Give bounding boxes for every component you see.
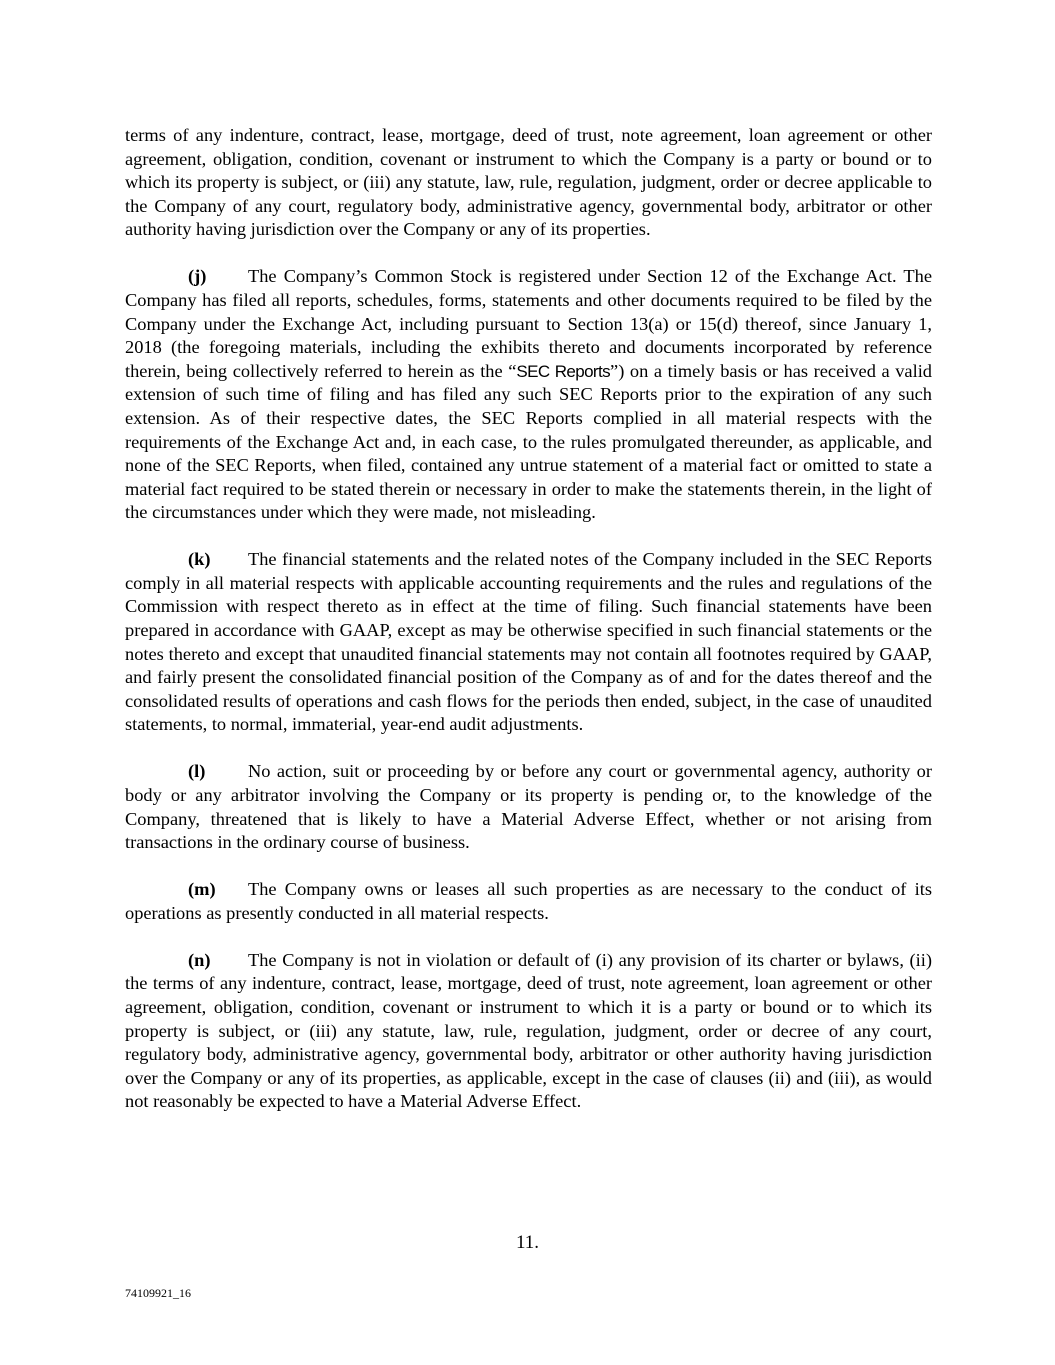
paragraph-text: No action, suit or proceeding by or before any court or governmental agency, authority or body or any arbitrator involving the Company or its property is pending or, to the knowledge of the Company, threatened that is likely to have a Material Adverse Effect, whether or not arising from transactions in the ordinary course of business. bbox=[125, 761, 932, 853]
paragraph-j bbox=[125, 265, 932, 525]
paragraph-l bbox=[125, 760, 932, 854]
paragraph-text: ”) on a timely basis or has received a valid extension of such time of filing and has filed any such SEC Reports prior to the expiration of any such extension. As of their respective dates, the SEC Reports complied in all material respects with the requirements of the Exchange Act and, in each case, to the rules promulgated thereunder, as applicable, and none of the SEC Reports, when filed, contained any untrue statement of a material fact or omitted to state a material fact required to be stated therein or necessary in order to make the statements therein, in the light of the circumstances under which they were made, not misleading. bbox=[125, 360, 933, 523]
paragraph-text: The financial statements and the related notes of the Company included in the SEC Reports comply in all material respects with applicable accounting requirements and the rules and regulations of the Commission with respect thereto as in effect at the time of filing. Such financial statements have been prepared in accordance with GAAP, except as may be otherwise specified in such financial statements or the notes thereto and except that unaudited financial statements may not contain all footnotes required by GAAP, and fairly present the consolidated financial position of the Company as of and for the dates thereof and the consolidated results of operations and cash flows for the periods then ended, subject, in the case of unaudited statements, to normal, immaterial, year-end audit adjustments. bbox=[125, 549, 932, 735]
paragraph-k bbox=[125, 548, 932, 737]
section-label: (k) bbox=[188, 549, 211, 570]
section-label: (j) bbox=[188, 266, 207, 287]
section-label: (l) bbox=[188, 761, 206, 782]
paragraph-text: The Company’s Common Stock is registered under Section 12 of the Exchange Act. The Company has filed all reports, schedules, forms, statements and other documents required to be filed by the Company under the Exchange Act, including pursuant to Section 13(a) or 15(d) thereof, since January 1, 2018 (the foregoing materials, including the exhibits thereto and documents incorporated by reference therein, being collectively referred to herein as the “ bbox=[125, 266, 932, 381]
defined-term: SEC Reports bbox=[516, 361, 611, 381]
paragraph-n bbox=[125, 949, 932, 1114]
section-label: (m) bbox=[188, 879, 216, 900]
document-body bbox=[125, 124, 932, 1137]
paragraph-i-continued bbox=[125, 124, 932, 242]
document-id: 74109921_16 bbox=[125, 1286, 191, 1300]
page-number: 11. bbox=[515, 1232, 540, 1253]
section-label: (n) bbox=[188, 949, 211, 970]
paragraph-text: The Company owns or leases all such properties as are necessary to the conduct of its operations as presently conducted in all material respects. bbox=[125, 879, 932, 923]
paragraph-m bbox=[125, 878, 932, 925]
paragraph-text: terms of any indenture, contract, lease, mortgage, deed of trust, note agreement, loan agreement or other agreement, obligation, condition, covenant or instrument to which the Company is a party or bound or to which its property is subject, or (iii) any statute, law, rule, regulation, judgment, order or decree applicable to the Company of any court, regulatory body, administrative agency, governmental body, arbitrator or other authority having jurisdiction over the Company or any of its properties. bbox=[125, 125, 932, 240]
paragraph-text: The Company is not in violation or default of (i) any provision of its charter or bylaws, (ii) the terms of any indenture, contract, lease, mortgage, deed of trust, note agreement, loan agreement or other agreement, obligation, condition, covenant or instrument to which it is a party or bound or to which its property is subject, or (iii) any statute, law, rule, regulation, judgment, order or decree of any court, regulatory body, administrative agency, governmental body, arbitrator or other authority having jurisdiction over the Company or any of its properties, as applicable, except in the case of clauses (ii) and (iii), as would not reasonably be expected to have a Material Adverse Effect. bbox=[125, 949, 932, 1112]
